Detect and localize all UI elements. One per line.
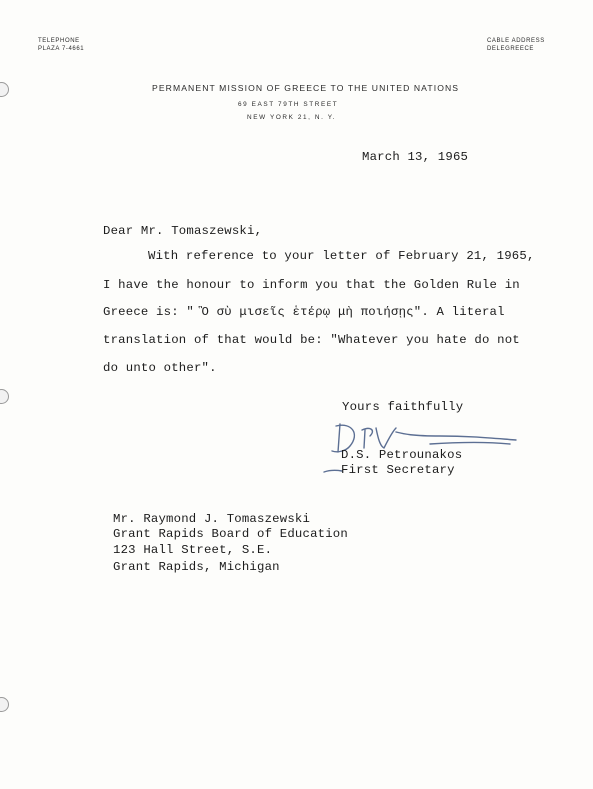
recipient-line: Mr. Raymond J. Tomaszewski — [113, 512, 311, 526]
recipient-line: 123 Hall Street, S.E. — [113, 543, 273, 557]
body-line: translation of that would be: "Whatever you hate do not — [103, 333, 520, 347]
binder-hole-bottom — [0, 697, 9, 712]
binder-hole-middle — [0, 389, 9, 404]
organization-name: PERMANENT MISSION OF GREECE TO THE UNITED NATIONS — [152, 83, 460, 93]
telephone-label: TELEPHONE — [38, 38, 80, 44]
body-line: I have the honour to inform you that the Golden Rule in — [103, 278, 520, 292]
recipient-line: Grant Rapids, Michigan — [113, 560, 280, 574]
binder-hole-top — [0, 82, 9, 97]
telephone-number: PLAZA 7-4661 — [38, 46, 85, 52]
cable-address-value: DELEGREECE — [487, 46, 535, 52]
organization-street: 69 EAST 79TH STREET — [238, 101, 339, 108]
salutation: Dear Mr. Tomaszewski, — [103, 224, 263, 238]
closing-text: Yours faithfully — [342, 400, 464, 414]
body-line: Greece is: " Ὃ σὺ μισεῖς ἑτέρῳ μὴ ποιήσῃς". A literal — [103, 305, 505, 319]
body-line: do unto other". — [103, 361, 217, 375]
letter-date: March 13, 1965 — [362, 150, 469, 164]
signer-title: First Secretary — [341, 463, 455, 477]
body-line: With reference to your letter of February 21, 1965, — [148, 249, 535, 263]
signer-name: D.S. Petrounakos — [341, 448, 463, 462]
cable-address-label: CABLE ADDRESS — [487, 38, 545, 44]
recipient-line: Grant Rapids Board of Education — [113, 527, 348, 541]
organization-city: NEW YORK 21, N. Y. — [247, 114, 337, 121]
